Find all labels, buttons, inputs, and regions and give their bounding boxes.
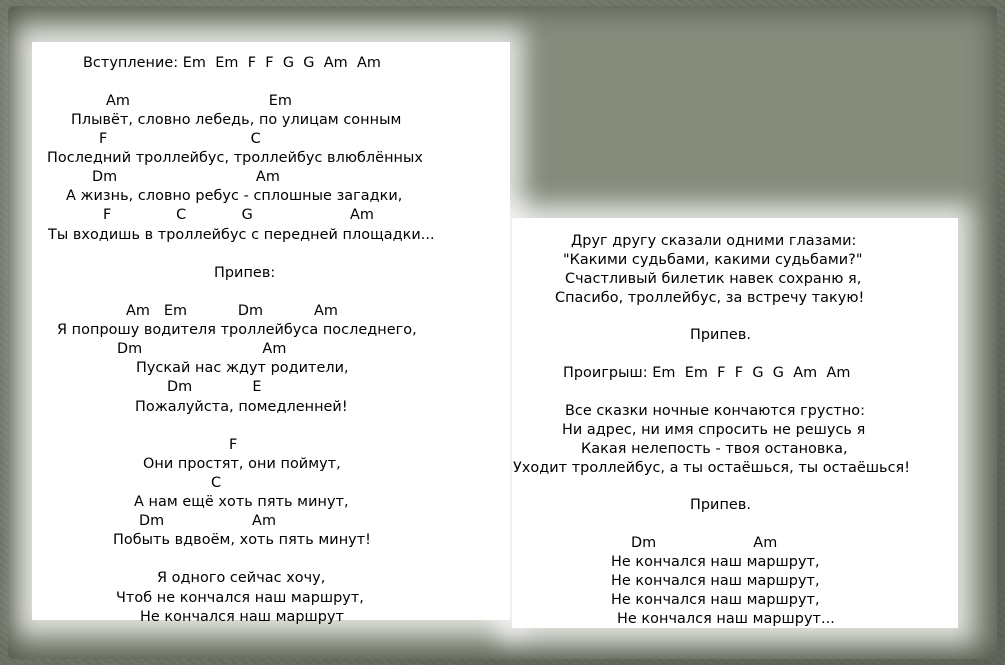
lyric-line: F C G Am: [103, 207, 374, 223]
lyric-line: Они простят, они поймут,: [143, 456, 341, 472]
lyric-line: Не кончался наш маршрут: [140, 609, 344, 625]
lyric-line: Побыть вдвоём, хоть пять минут!: [113, 532, 371, 548]
lyric-line: Am Em: [106, 93, 292, 109]
lyric-line: Пускай нас ждут родители,: [136, 360, 349, 376]
lyric-line: Уходит троллейбус, а ты остаёшься, ты остаёшься!: [513, 460, 911, 476]
lyric-line: Все сказки ночные кончаются грустно:: [565, 403, 866, 419]
lyric-line: Dm E: [167, 379, 262, 395]
lyric-line: Dm Am: [139, 513, 277, 529]
lyric-line: Счастливый билетик навек сохраню я,: [565, 271, 862, 287]
lyric-line: Dm Am: [631, 535, 778, 551]
lyric-line: Я одного сейчас хочу,: [157, 570, 326, 586]
lyric-line: Припев.: [690, 497, 751, 513]
lyric-line: Вступление: Em Em F F G G Am Am: [83, 55, 381, 71]
lyric-line: C: [211, 475, 222, 491]
lyric-line: Am Em Dm Am: [126, 303, 338, 319]
lyric-line: Ни адрес, ни имя спросить не решусь я: [562, 422, 866, 438]
lyric-line: Ты входишь в троллейбус с передней площадки...: [48, 227, 435, 243]
lyric-line: Не кончался наш маршрут...: [617, 611, 835, 627]
lyric-line: Не кончался наш маршрут,: [611, 554, 820, 570]
lyric-line: Друг другу сказали одними глазами:: [571, 233, 857, 249]
lyric-line: Спасибо, троллейбус, за встречу такую!: [555, 290, 865, 306]
lyric-line: Какая нелепость - твоя остановка,: [581, 441, 848, 457]
lyric-line: Пожалуйста, помедленней!: [135, 399, 348, 415]
lyric-line: Не кончался наш маршрут,: [611, 573, 820, 589]
lyric-line: А жизнь, словно ребус - сплошные загадки,: [66, 188, 403, 204]
lyric-line: Dm Am: [92, 169, 280, 185]
lyric-line: Припев:: [214, 265, 276, 281]
lyric-line: "Какими судьбами, какими судьбами?": [563, 252, 863, 268]
lyric-line: Не кончался наш маршрут,: [611, 592, 820, 608]
lyric-line: F: [229, 437, 238, 453]
lyric-line: F C: [99, 131, 261, 147]
lyric-line: Последний троллейбус, троллейбус влюблённых: [47, 150, 423, 166]
lyric-line: Dm Am: [117, 341, 287, 357]
lyric-line: А нам ещё хоть пять минут,: [134, 494, 349, 510]
lyric-line: Проигрыш: Em Em F F G G Am Am: [563, 365, 851, 381]
lyric-line: Чтоб не кончался наш маршрут,: [116, 590, 364, 606]
lyric-line: Я попрошу водителя троллейбуса последнего,: [57, 322, 417, 338]
lyric-line: Припев.: [690, 327, 751, 343]
lyric-line: Плывёт, словно лебедь, по улицам сонным: [71, 112, 402, 128]
